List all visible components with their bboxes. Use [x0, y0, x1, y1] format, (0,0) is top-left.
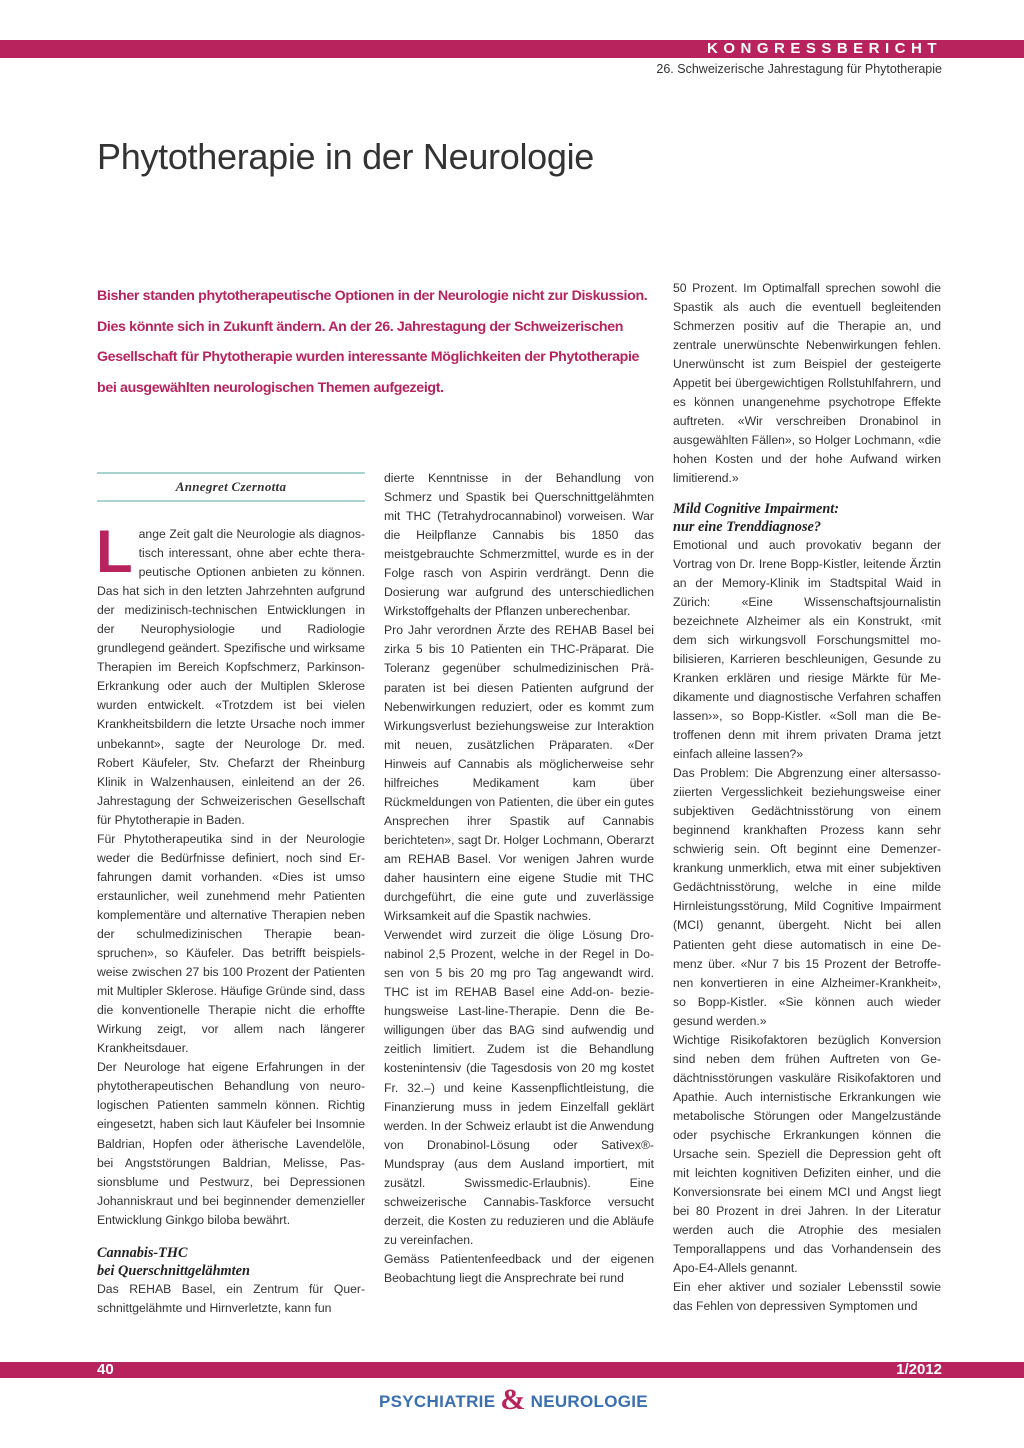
paragraph: Ein eher aktiver und sozialer Lebensstil sowie das Fehlen von depressiven Symptomen und — [673, 1280, 941, 1314]
drop-cap: L — [96, 518, 133, 585]
journal-ampersand: & — [500, 1383, 526, 1416]
article-title: Phytotherapie in der Neurologie — [97, 136, 595, 177]
paragraph: Wichtige Risikofaktoren bezüglich Konversion sind neben dem frühen Auftreten von Gedächtnisstörungen vaskuläre Risikofaktoren und Apathie. Auch internistische Erkrankungen wie metabolische Störungen oder Mangelzustände oder psychische Erkrankungen können die Ursache sein. Speziell die Depression geht oft mit leichten kognitiven Defiziten einher, und die Konversionsrate bei einem MCI und Angst liegt bei 80 Prozent in drei Jahren. In der Literatur werden auch die Atrophie des mesialen Temporallappens und das Vorhandensein des Apo-E4-Allels genannt. — [673, 1032, 941, 1276]
subheading-cannabis — [97, 1244, 365, 1280]
paragraph: dierte Kenntnisse in der Behandlung von Schmerz und Spastik bei Querschnittgelähmten mit THC (Tetrahydrocannabinol) vorweisen. War die Heilpflanze Cannabis bis 1850 das meistgebrauchte Schmerzmittel, wurde es in der Folge rasch von Aspirin verdrängt. Denn die Dosierung war aufgrund des unterschiedlichen Wirkstoffgehalts der Pflanzen unberechenbar. — [384, 471, 654, 619]
paragraph: Das REHAB Basel, ein Zentrum für Querschnittgelähmte und Hirnverletzte, kann fun — [97, 1281, 365, 1315]
author-name: Annegret Czernotta — [175, 479, 287, 494]
header-bar — [0, 40, 1024, 58]
paragraph: 50 Prozent. Im Optimalfall sprechen sowohl die Spastik als auch die eventuell begleitenden Schmerzen positiv auf die Therapie an, und zentrale unerwünschte Nebenwirkungen fehlen. Unerwünscht ist zum Beispiel der gesteigerte Appetit bei übergewichtigen Rollstuhlfahrern, und es können unangenehme psychotrope Effekte auftreten. «Wir verschreiben Dronabinol in ausgewählten Fällen», so Holger Lochmann, «die hohen Kosten und der hohe Aufwand wirken limitierend.» — [673, 281, 941, 486]
subheading-mci — [673, 500, 941, 536]
footer-bar — [0, 1362, 1024, 1378]
subheading-line: Cannabis-THC — [97, 1244, 188, 1261]
article-lead: Bisher standen phytotherapeutische Optionen in der Neurologie nicht zur Diskussion. Dies könnte sich in Zukunft ändern. An der 26. Jahrestagung der Schweizerischen Gesellschaft für Phytotherapie wurden interessante Möglichkeiten der Phytotherapie bei ausgewählten neurologischen Themen aufgezeigt. — [97, 288, 648, 396]
paragraph: Gemäss Patientenfeedback und der eigenen Beobachtung liegt die Ansprechrate bei rund — [384, 1251, 654, 1285]
journal-logo — [379, 1382, 648, 1416]
paragraph — [96, 518, 365, 830]
journal-name-part1: PSYCHIATRIE — [379, 1392, 496, 1411]
author-box — [97, 472, 365, 502]
issue-label: 1/2012 — [896, 1361, 942, 1378]
section-label: KONGRESSBERICHT — [706, 40, 942, 57]
paragraph: Das Problem: Die Abgrenzung einer altersassoziierten Vergesslichkeit beziehungsweise einer subjektiven Gedächtnisstörung von einem beginnend krankhaften Prozess kann sehr schwierig sein. Oft beginnt eine Demenzerkrankung unmerklich, etwa mit einer subjektiven Gedächtnisstörung, welche in eine milde Hirnleistungsstörung, Mild Cognitive Impairment (MCI) genannt, übergeht. Nicht bei allen Patienten geht diese automatisch in eine Demenz über. «Nur 7 bis 15 Prozent der Betroffenen konvertieren in eine Alzheimer-Krankheit», so Bopp-Kistler. «Sie können auch wieder gesund werden.» — [673, 766, 941, 1028]
page-number: 40 — [97, 1361, 114, 1378]
paragraph: Verwendet wird zurzeit die ölige Lösung Dronabinol 2,5 Prozent, welche in der Regel in Dosen von 5 bis 20 mg pro Tag angewandt wird. THC ist im REHAB Basel eine Add-on- beziehungsweise Last-line-Therapie. Denn die Bewilligungen über das BAG sind aufwendig und zeitlich limitiert. Zudem ist die Behandlung kostenintensiv (die Tagesdosis von 20 mg kostet Fr. 32.–) und keine Kassenpflichtleistung, die Finanzierung muss in jedem Einzelfall geklärt werden. In der Schweiz erlaubt ist die Anwendung von Dronabinol-Lösung oder Sativex®-Mundspray (aus dem Ausland importiert, mit zusätzl. Swissmedic-Erlaubnis). Eine schweizerische Cannabis-Taskforce versucht derzeit, die Kosten zu reduzieren und die Abläufe zu vereinfachen. — [384, 928, 654, 1247]
text-column-2 — [384, 469, 654, 1288]
event-name: 26. Schweizerische Jahrestagung für Phytotherapie — [656, 62, 942, 76]
paragraph-text: ange Zeit galt die Neurologie als diagnostisch interessant, ohne aber echte therapeutische Optionen anbieten zu können. Das hat sich in den letzten Jahrzehnten aufgrund der medizinisch-technischen Entwicklungen in der Neurophysiologie und Radiologie grundlegend geändert. Spezifische und wirksame Therapien im Bereich Kopfschmerz, Parkinson-Erkrankung oder auch der Multiplen Sklerose wurden entwickelt. «Trotzdem ist bei vielen Krankheitsbildern die letzte Ursache noch immer unbekannt», sagte der Neurologe Dr. med. Robert Käufeler, Stv. Chefarzt der Rheinburg Klinik in Walzenhausen, einleitend an der 26. Jahrestagung der Schweizerischen Gesellschaft für Phytotherapie in Baden. — [97, 527, 365, 827]
paragraph: Emotional und auch provokativ begann der Vortrag von Dr. Irene Bopp-Kistler, leitende Ärztin an der Memory-Klinik im Stadtspital Waid in Zürich: «Eine Wissenschaftsjournalistin bezeichnete Alzheimer als ein Konstrukt, ‹mit dem sich wirkungsvoll Forschungsmittel mobilisieren, Karrieren beschleunigen, Gesunde zu Kranken erklären und riesige Märkte für Medikamente und diagnostische Verfahren schaffen lassen›», so Bopp-Kistler. «Soll man die Betroffenen denn mit ihrem privaten Drama jetzt einfach alleine lassen?» — [673, 537, 941, 762]
subheading-line: nur eine Trenddiagnose? — [673, 518, 822, 535]
paragraph: Für Phytotherapeutika sind in der Neurologie weder die Bedürfnisse definiert, noch sind Erfahrungen damit vorhanden. «Dies ist umso erstaunlicher, weil zunehmend mehr Patienten komplementäre und alternative Therapien neben der schulmedizinischen Therapie beanspruchen», so Käufeler. Das betrifft beispielsweise zwischen 27 bis 100 Prozent der Patienten mit Multipler Sklerose. Häufige Gründe sind, dass die konventionelle Therapie nicht die erhoffte Wirkung zeigt, vor allem nach längerer Krankheitsdauer. — [97, 831, 365, 1056]
paragraph: Der Neurologe hat eigene Erfahrungen in der phytotherapeutischen Behandlung von neurologischen Patienten sammeln können. Richtig eingesetzt, haben sich laut Käufeler bei Insomnie Baldrian, Hopfen oder ätherische Lavendelöle, bei Angststörungen Baldrian, Melisse, Passionsblume und Pestwurz, bei Depressionen Johanniskraut und bei beginnender demenzieller Entwicklung Ginkgo biloba bewährt. — [97, 1060, 365, 1227]
text-column-3 — [673, 279, 941, 1316]
paragraph: Pro Jahr verordnen Ärzte des REHAB Basel bei zirka 5 bis 10 Patienten ein THC-Präparat. Die Toleranz gegenüber schulmedizinischen Präparaten ist bei diesen Patienten aufgrund der Nebenwirkungen reduziert, oder es kommt zum Wirkungsverlust beziehungsweise zur Interaktion mit neuen, zusätzlichen Präparaten. «Der Hinweis auf Cannabis als möglicherweise sehr hilfreiches Medikament kam über Rückmeldungen von Patienten, die über ein gutes Ansprechen ihrer Spastik auf Cannabis berichteten», sagt Dr. Holger Lochmann, Oberarzt am REHAB Basel. Vor wenigen Jahren wurde daher hausintern eine eigene Studie mit THC durchgeführt, die eine gute und zuverlässige Wirksamkeit auf die Spastik nachwies. — [384, 623, 654, 924]
text-column-1 — [96, 518, 365, 1318]
subheading-line: Mild Cognitive Impairment: — [673, 500, 840, 517]
subheading-line: bei Querschnittgelähmten — [97, 1262, 250, 1279]
journal-name-part2: NEUROLOGIE — [530, 1392, 648, 1411]
